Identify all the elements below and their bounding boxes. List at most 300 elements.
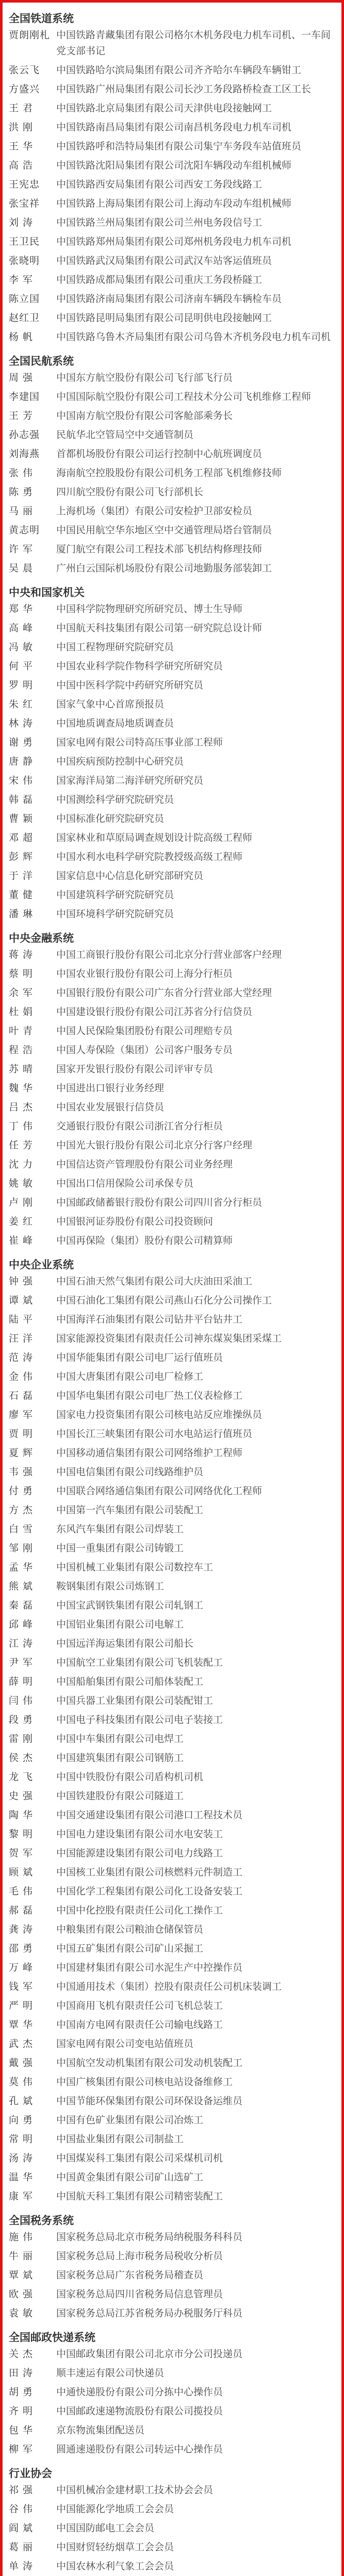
list-item bbox=[9, 2422, 334, 2438]
honoree-name: 朱 红 bbox=[9, 699, 34, 710]
list-item bbox=[9, 446, 334, 462]
honoree-affiliation: 中国商用飞机有限责任公司飞机总装工 bbox=[56, 2000, 223, 2011]
list-item bbox=[9, 792, 334, 808]
honoree-name: 尹 军 bbox=[9, 1657, 34, 1668]
list-item bbox=[9, 27, 334, 59]
honoree-name: 贾 明 bbox=[9, 1428, 34, 1439]
honoree-name: 张宝祥 bbox=[9, 198, 40, 209]
honoree-affiliation: 中国科学院物理研究所研究员、博士生导师 bbox=[56, 603, 243, 615]
list-item bbox=[9, 1080, 334, 1096]
list-item bbox=[9, 2286, 334, 2302]
honoree-name: 唐 静 bbox=[9, 756, 34, 767]
list-item bbox=[9, 2055, 334, 2071]
honoree-affiliation: 中国银河证券股份有限公司投资顾问 bbox=[56, 1216, 214, 1227]
list-item bbox=[9, 1369, 334, 1385]
section bbox=[9, 2326, 334, 2458]
honoree-affiliation: 中国东方航空股份有限公司飞行部飞行员 bbox=[56, 372, 233, 383]
list-item bbox=[9, 427, 334, 443]
honoree-name: 范 涛 bbox=[9, 1352, 34, 1363]
honoree-affiliation: 中国建材集团有限公司水泥生产中控操作员 bbox=[56, 1962, 243, 1973]
honoree-affiliation: 中国建设银行股份有限公司江苏省分行信贷员 bbox=[56, 1006, 253, 1018]
honoree-affiliation: 中国农业银行股份有限公司上海分行柜员 bbox=[56, 968, 233, 979]
honoree-affiliation: 中国铁路兰州局集团有限公司兰州电务段信号工 bbox=[56, 217, 263, 228]
honoree-affiliation: 中国国防邮电工会会员 bbox=[56, 2522, 155, 2534]
honoree-affiliation: 中国电信集团有限公司线路维护员 bbox=[56, 1466, 204, 1478]
honoree-name: 苏 晴 bbox=[9, 1063, 34, 1075]
honoree-name: 戴 强 bbox=[9, 2057, 34, 2069]
list-item bbox=[9, 1941, 334, 1957]
honoree-name: 金 伟 bbox=[9, 1371, 34, 1382]
list-item bbox=[9, 291, 334, 307]
list-item bbox=[9, 868, 334, 884]
honoree-name: 姚 敏 bbox=[9, 1178, 34, 1189]
honoree-name: 康 军 bbox=[9, 2191, 34, 2202]
honoree-name: 施 伟 bbox=[9, 2231, 34, 2243]
list-item bbox=[9, 1540, 334, 1556]
honoree-name: 龙 飞 bbox=[9, 1771, 34, 1783]
honoree-affiliation: 中国标准化研究院研究员 bbox=[56, 813, 165, 824]
list-item bbox=[9, 1769, 334, 1785]
list-item bbox=[9, 2131, 334, 2147]
list-item bbox=[9, 177, 334, 193]
list-item bbox=[9, 503, 334, 519]
honoree-affiliation: 中国联合网络通信集团有限公司网络优化工程师 bbox=[56, 1485, 263, 1497]
honoree-name: 彭 辉 bbox=[9, 851, 34, 862]
list-item bbox=[9, 1960, 334, 1976]
honoree-name: 高 浩 bbox=[9, 160, 34, 171]
section bbox=[9, 2209, 334, 2321]
list-item bbox=[9, 658, 334, 674]
honoree-affiliation: 中国移动通信集团有限公司网络维护工程师 bbox=[56, 1447, 243, 1459]
list-item bbox=[9, 1464, 334, 1480]
list-item bbox=[9, 1004, 334, 1020]
honoree-affiliation: 中国铁路成都局集团有限公司重庆工务段桥隧工 bbox=[56, 274, 263, 285]
list-item bbox=[9, 196, 334, 212]
honoree-affiliation: 中国航天科技集团有限公司第一研究院总设计师 bbox=[56, 622, 263, 634]
honor-list bbox=[9, 7, 334, 2576]
section-title: 全国邮政快递系统 bbox=[9, 2331, 95, 2344]
list-item bbox=[9, 1674, 334, 1690]
honoree-name: 廖 军 bbox=[9, 1409, 34, 1420]
honoree-affiliation: 中国华能集团有限公司电厂运行值班员 bbox=[56, 1352, 223, 1363]
honoree-name: 欧 强 bbox=[9, 2289, 34, 2300]
list-item bbox=[9, 947, 334, 963]
honoree-affiliation: 中国通用技术（集团）控股有限责任公司机床装调工 bbox=[56, 1981, 282, 1992]
section-title: 中央和国家机关 bbox=[9, 586, 85, 599]
honoree-name: 刘 涛 bbox=[9, 217, 34, 228]
honoree-affiliation: 国家开发银行股份有限公司评审专员 bbox=[56, 1063, 214, 1075]
honoree-name: 陈立国 bbox=[9, 293, 40, 304]
honoree-name: 阎 斌 bbox=[9, 2522, 34, 2534]
honoree-name: 付 勇 bbox=[9, 1485, 34, 1497]
list-item bbox=[9, 2036, 334, 2052]
honoree-affiliation: 中国农业发展银行信贷员 bbox=[56, 1101, 165, 1113]
list-item bbox=[9, 1826, 334, 1842]
honoree-name: 余 军 bbox=[9, 987, 34, 998]
honoree-name: 汪 洋 bbox=[9, 1333, 34, 1344]
honoree-affiliation: 中国航天科工集团有限公司精密装配工 bbox=[56, 2191, 223, 2202]
honoree-affiliation: 中国化学工程集团有限公司化工设备安装工 bbox=[56, 1886, 243, 1897]
honoree-affiliation: 中国黄金集团有限公司矿山选矿工 bbox=[56, 2172, 204, 2183]
honoree-affiliation: 中国中化控股有限责任公司化工操作工 bbox=[56, 1905, 223, 1916]
list-item bbox=[9, 2017, 334, 2033]
list-item bbox=[9, 1712, 334, 1728]
honoree-name: 江 涛 bbox=[9, 1638, 34, 1649]
honoree-affiliation: 圆通速递股份有限公司转运中心操作员 bbox=[56, 2444, 223, 2455]
honoree-affiliation: 中国铁路青藏集团有限公司格尔木机务段电力机车司机、一车间党支部书记 bbox=[56, 29, 331, 57]
honoree-name: 于 洋 bbox=[9, 870, 34, 882]
honoree-affiliation: 中国铁路南昌局集团有限公司南昌机务段电力机车司机 bbox=[56, 122, 292, 133]
honoree-name: 吕 杰 bbox=[9, 1101, 34, 1113]
section-title: 全国民航系统 bbox=[9, 355, 74, 367]
honoree-name: 赵红卫 bbox=[9, 312, 40, 324]
section-title: 中央金融系统 bbox=[9, 932, 74, 944]
honoree-name: 罗 明 bbox=[9, 680, 34, 691]
list-item bbox=[9, 1274, 334, 1290]
honoree-affiliation: 中国财贸轻纺烟草工会会员 bbox=[56, 2541, 174, 2553]
honoree-name: 陈 勇 bbox=[9, 486, 34, 498]
list-item bbox=[9, 716, 334, 732]
honoree-name: 宋 伟 bbox=[9, 775, 34, 786]
honoree-affiliation: 中国铁路哈尔滨局集团有限公司齐齐哈尔车辆段车辆钳工 bbox=[56, 64, 302, 76]
honoree-name: 薛 明 bbox=[9, 1676, 34, 1687]
honoree-affiliation: 上海机场（集团）有限公司安检护卫部安检员 bbox=[56, 505, 253, 517]
list-item bbox=[9, 139, 334, 155]
honoree-affiliation: 中国能源建设集团有限公司电力线路工 bbox=[56, 1848, 223, 1859]
list-item bbox=[9, 1922, 334, 1938]
list-item bbox=[9, 158, 334, 174]
list-item bbox=[9, 522, 334, 538]
list-item bbox=[9, 465, 334, 481]
honoree-name: 汤 涛 bbox=[9, 2153, 34, 2164]
section bbox=[9, 1253, 334, 2205]
honoree-affiliation: 中国交通建设集团有限公司港口工程技术员 bbox=[56, 1809, 243, 1821]
honoree-name: 邓 超 bbox=[9, 832, 34, 843]
honoree-name: 莫 伟 bbox=[9, 2076, 34, 2088]
honoree-name: 高 峰 bbox=[9, 622, 34, 634]
list-item bbox=[9, 1042, 334, 1058]
honoree-affiliation: 中国石油天然气集团有限公司大庆油田采油工 bbox=[56, 1276, 253, 1287]
list-item bbox=[9, 697, 334, 713]
honoree-affiliation: 中国出口信用保险公司承保专员 bbox=[56, 1178, 194, 1189]
honoree-name: 雷 刚 bbox=[9, 1733, 34, 1744]
list-item bbox=[9, 272, 334, 288]
honoree-name: 陆 平 bbox=[9, 1314, 34, 1325]
honoree-affiliation: 国家税务总局北京市税务局纳税服务科科员 bbox=[56, 2231, 243, 2243]
honoree-affiliation: 中国五矿集团有限公司矿山采掘工 bbox=[56, 1943, 204, 1954]
honoree-affiliation: 中国铁路济南局集团有限公司济南车辆段车辆检车员 bbox=[56, 293, 282, 304]
honoree-name: 向 勇 bbox=[9, 2114, 34, 2126]
list-item bbox=[9, 2112, 334, 2128]
honoree-name: 田 涛 bbox=[9, 2367, 34, 2379]
honoree-name: 王卫民 bbox=[9, 236, 40, 247]
honoree-affiliation: 中国农林水利气象工会会员 bbox=[56, 2561, 174, 2572]
section-title: 中央企业系统 bbox=[9, 1259, 74, 1271]
honoree-affiliation: 中国铁建股份有限公司隧道工 bbox=[56, 1790, 184, 1802]
honoree-affiliation: 鞍钢集团有限公司炼钢工 bbox=[56, 1581, 165, 1592]
honoree-affiliation: 中国民用航空华东地区空中交通管理局塔台管制员 bbox=[56, 524, 272, 536]
list-item bbox=[9, 1293, 334, 1309]
honoree-affiliation: 中粮集团有限公司粮油仓储保管员 bbox=[56, 1924, 204, 1935]
honoree-name: 王 芳 bbox=[9, 410, 34, 421]
list-item bbox=[9, 1099, 334, 1115]
honoree-name: 闫 伟 bbox=[9, 1695, 34, 1706]
honoree-name: 张晓明 bbox=[9, 255, 40, 266]
honoree-affiliation: 中国兵器工业集团有限公司装配钳工 bbox=[56, 1695, 214, 1706]
list-item bbox=[9, 2074, 334, 2090]
honoree-affiliation: 国家税务总局上海市税务局税收分析员 bbox=[56, 2250, 223, 2262]
list-item bbox=[9, 1845, 334, 1861]
list-item bbox=[9, 1998, 334, 2014]
honoree-name: 常 明 bbox=[9, 2133, 34, 2145]
honoree-affiliation: 中国长江三峡集团有限公司水电站运行值班员 bbox=[56, 1428, 253, 1439]
honoree-affiliation: 中国铁路昆明局集团有限公司昆明供电段接触网工 bbox=[56, 312, 272, 324]
honoree-affiliation: 京东物流集团配送员 bbox=[56, 2425, 145, 2436]
honoree-affiliation: 国家信息中心信息化研究部研究员 bbox=[56, 870, 204, 882]
honoree-name: 葛 丽 bbox=[9, 2541, 34, 2553]
honoree-affiliation: 国家电网有限公司变电站值班员 bbox=[56, 2038, 194, 2049]
honoree-affiliation: 中国能源化学地质工会会员 bbox=[56, 2503, 174, 2515]
honoree-name: 郑 华 bbox=[9, 603, 34, 615]
honoree-name: 马 丽 bbox=[9, 505, 34, 517]
honoree-affiliation: 国家林业和草原局调查规划设计院高级工程师 bbox=[56, 832, 253, 843]
honoree-affiliation: 中国人寿保险（集团）公司客户服务专员 bbox=[56, 1044, 233, 1056]
honoree-name: 蒋 涛 bbox=[9, 949, 34, 960]
honoree-affiliation: 中国疾病预防控制中心研究员 bbox=[56, 756, 184, 767]
honoree-affiliation: 首都机场股份有限公司运行控制中心航班调度员 bbox=[56, 448, 263, 460]
list-item bbox=[9, 215, 334, 231]
honoree-affiliation: 中通快递股份有限公司分拣中心操作员 bbox=[56, 2386, 223, 2398]
honoree-affiliation: 中国测绘科学研究院研究员 bbox=[56, 794, 174, 805]
list-item bbox=[9, 601, 334, 617]
list-item bbox=[9, 1388, 334, 1404]
honoree-affiliation: 中国石油化工集团有限公司燕山石化分公司操作工 bbox=[56, 1295, 272, 1306]
list-item bbox=[9, 2482, 334, 2498]
list-item bbox=[9, 1061, 334, 1077]
honoree-affiliation: 中国铁路广州局集团有限公司长沙工务段路桥检查工区工长 bbox=[56, 83, 312, 95]
honoree-name: 方 杰 bbox=[9, 1504, 34, 1516]
list-item bbox=[9, 1023, 334, 1039]
honoree-affiliation: 中国邮政集团有限公司北京市分公司投递员 bbox=[56, 2348, 243, 2360]
list-item bbox=[9, 1214, 334, 1230]
list-item bbox=[9, 1483, 334, 1499]
list-item bbox=[9, 1598, 334, 1614]
honoree-name: 侯 杰 bbox=[9, 1752, 34, 1764]
honoree-affiliation: 中国大唐集团有限公司电厂检修工 bbox=[56, 1371, 204, 1382]
list-item bbox=[9, 639, 334, 655]
list-item bbox=[9, 408, 334, 424]
honoree-affiliation: 中国铁路北京局集团有限公司天津供电段接触网工 bbox=[56, 103, 272, 114]
list-item bbox=[9, 1636, 334, 1652]
honoree-name: 白 雪 bbox=[9, 1523, 34, 1535]
list-item bbox=[9, 1655, 334, 1671]
honoree-affiliation: 中国铁路沈阳局集团有限公司沈阳车辆段动车组机械师 bbox=[56, 160, 292, 171]
honoree-name: 李建国 bbox=[9, 391, 40, 402]
honoree-affiliation: 中国工程物理研究院研究员 bbox=[56, 641, 174, 653]
honoree-name: 胡 勇 bbox=[9, 2386, 34, 2398]
honoree-affiliation: 民航华北空管局空中交通管制员 bbox=[56, 429, 194, 440]
honoree-name: 谢 勇 bbox=[9, 737, 34, 748]
honoree-affiliation: 中国有色矿业集团有限公司冶炼工 bbox=[56, 2114, 204, 2126]
list-item bbox=[9, 1693, 334, 1709]
honoree-affiliation: 厦门航空有限公司工程技术部飞机结构修理技师 bbox=[56, 544, 263, 555]
honoree-affiliation: 中国铁路上海局集团有限公司上海动车段动车组机械师 bbox=[56, 198, 292, 209]
list-item bbox=[9, 1979, 334, 1995]
honoree-name: 柳 军 bbox=[9, 2444, 34, 2455]
honoree-name: 钟 强 bbox=[9, 1276, 34, 1287]
list-item bbox=[9, 811, 334, 827]
honoree-affiliation: 中国广核集团有限公司核电站设备维修工 bbox=[56, 2076, 233, 2088]
list-item bbox=[9, 1138, 334, 1154]
honoree-affiliation: 中国中医科学院中药研究所研究员 bbox=[56, 680, 204, 691]
list-item bbox=[9, 1788, 334, 1804]
list-item bbox=[9, 2539, 334, 2555]
list-item bbox=[9, 1407, 334, 1423]
list-item bbox=[9, 1884, 334, 1900]
honoree-affiliation: 中国水利水电科学研究院教授级高级工程师 bbox=[56, 851, 243, 862]
list-item bbox=[9, 100, 334, 116]
honoree-name: 贺 军 bbox=[9, 1848, 34, 1859]
honoree-name: 叶 青 bbox=[9, 1025, 34, 1037]
honoree-affiliation: 东风汽车集团有限公司焊装工 bbox=[56, 1523, 184, 1535]
list-item bbox=[9, 830, 334, 846]
list-item bbox=[9, 62, 334, 78]
honoree-name: 王 华 bbox=[9, 141, 34, 152]
section bbox=[9, 581, 334, 922]
honoree-name: 温 华 bbox=[9, 2172, 34, 2183]
list-item bbox=[9, 1445, 334, 1461]
honoree-affiliation: 中国海洋石油集团有限公司钻井平台钻井工 bbox=[56, 1314, 243, 1325]
honoree-name: 董 健 bbox=[9, 889, 34, 901]
list-item bbox=[9, 966, 334, 982]
honoree-affiliation: 中国节能环保集团有限公司环保设备运维员 bbox=[56, 2095, 243, 2107]
honoree-name: 覃 华 bbox=[9, 2019, 34, 2030]
honoree-name: 卢 刚 bbox=[9, 1197, 34, 1208]
list-item bbox=[9, 887, 334, 903]
honoree-affiliation: 中国船舶集团有限公司船体装配工 bbox=[56, 1676, 204, 1687]
section bbox=[9, 349, 334, 577]
list-item bbox=[9, 1426, 334, 1442]
list-item bbox=[9, 677, 334, 693]
list-item bbox=[9, 1502, 334, 1518]
honoree-affiliation: 国家能源投资集团有限责任公司神东煤炭集团采煤工 bbox=[56, 1333, 282, 1344]
honoree-name: 冯 敏 bbox=[9, 641, 34, 653]
list-item bbox=[9, 2346, 334, 2362]
honoree-affiliation: 国家海洋局第二海洋研究所研究员 bbox=[56, 775, 204, 786]
section-title: 行业协会 bbox=[9, 2467, 52, 2480]
honoree-name: 吴 晨 bbox=[9, 563, 34, 574]
honoree-affiliation: 中国环境科学研究院研究员 bbox=[56, 908, 174, 920]
honoree-name: 顾 斌 bbox=[9, 1867, 34, 1878]
honoree-affiliation: 中国国际航空股份有限公司工程技术分公司飞机维修工程师 bbox=[56, 391, 312, 402]
honoree-name: 谭 斌 bbox=[9, 1295, 34, 1306]
honoree-affiliation: 国家电力投资集团有限公司核电站反应堆操纵员 bbox=[56, 1409, 263, 1420]
honoree-affiliation: 国家气象中心首席预报员 bbox=[56, 699, 165, 710]
honoree-name: 潘 琳 bbox=[9, 908, 34, 920]
list-item bbox=[9, 329, 334, 345]
honoree-name: 姜 红 bbox=[9, 1216, 34, 1227]
list-item bbox=[9, 1157, 334, 1173]
honoree-affiliation: 中国铝业集团有限公司电解工 bbox=[56, 1619, 184, 1630]
honoree-name: 何 平 bbox=[9, 660, 34, 672]
list-item bbox=[9, 1331, 334, 1347]
honoree-affiliation: 海南航空控股股份有限公司机务工程部飞机维修技师 bbox=[56, 467, 282, 479]
list-item bbox=[9, 1312, 334, 1328]
honoree-name: 丁 伟 bbox=[9, 1121, 34, 1132]
honoree-affiliation: 中国煤炭科工集团有限公司采煤机司机 bbox=[56, 2153, 223, 2164]
honoree-name: 孟 华 bbox=[9, 1562, 34, 1573]
list-item bbox=[9, 2520, 334, 2536]
honoree-affiliation: 中国邮政储蓄银行股份有限公司四川省分行柜员 bbox=[56, 1197, 263, 1208]
honoree-affiliation: 中国电力建设集团有限公司水电安装工 bbox=[56, 1828, 223, 1840]
honoree-name: 王宪忠 bbox=[9, 179, 40, 190]
honoree-name: 史 强 bbox=[9, 1790, 34, 1802]
honoree-name: 邹 刚 bbox=[9, 1543, 34, 1554]
list-item bbox=[9, 1617, 334, 1633]
honoree-name: 严 明 bbox=[9, 2000, 34, 2011]
honoree-affiliation: 中国农业科学院作物科学研究所研究员 bbox=[56, 660, 223, 672]
list-item bbox=[9, 1233, 334, 1249]
honoree-affiliation: 中国第一汽车集团有限公司装配工 bbox=[56, 1504, 204, 1516]
list-item bbox=[9, 2189, 334, 2205]
list-item bbox=[9, 1579, 334, 1595]
honoree-name: 沈 力 bbox=[9, 1159, 34, 1170]
list-item bbox=[9, 906, 334, 922]
honoree-name: 李 军 bbox=[9, 274, 34, 285]
section-title: 全国税务系统 bbox=[9, 2214, 74, 2227]
list-item bbox=[9, 1903, 334, 1919]
list-item bbox=[9, 849, 334, 865]
section bbox=[9, 7, 334, 345]
list-item bbox=[9, 1195, 334, 1211]
list-item bbox=[9, 561, 334, 577]
section bbox=[9, 926, 334, 1249]
list-item bbox=[9, 2248, 334, 2264]
honoree-name: 毛 伟 bbox=[9, 1886, 34, 1897]
honoree-name: 龚 涛 bbox=[9, 1924, 34, 1935]
list-item bbox=[9, 1731, 334, 1747]
list-item bbox=[9, 120, 334, 135]
section-title: 全国铁道系统 bbox=[9, 12, 74, 25]
list-item bbox=[9, 1865, 334, 1880]
honoree-affiliation: 国家税务总局广东省税务局稽查员 bbox=[56, 2269, 204, 2281]
honoree-affiliation: 中国建筑科学研究院研究员 bbox=[56, 889, 174, 901]
honoree-name: 蔡 明 bbox=[9, 968, 34, 979]
honoree-name: 段 勇 bbox=[9, 1714, 34, 1725]
honoree-name: 牛 丽 bbox=[9, 2250, 34, 2262]
honoree-affiliation: 中国航空发动机集团有限公司发动机装配工 bbox=[56, 2057, 243, 2069]
list-item bbox=[9, 1176, 334, 1192]
honoree-affiliation: 顺丰速运有限公司快递员 bbox=[56, 2367, 165, 2379]
honoree-name: 祁 强 bbox=[9, 2484, 34, 2496]
honoree-name: 石 磊 bbox=[9, 1390, 34, 1401]
list-item bbox=[9, 2150, 334, 2166]
honoree-name: 郝 磊 bbox=[9, 1905, 34, 1916]
honoree-name: 杨 帆 bbox=[9, 331, 34, 343]
honoree-affiliation: 中国机械工业集团有限公司数控车工 bbox=[56, 1562, 214, 1573]
honoree-affiliation: 中国一重集团有限公司铸锻工 bbox=[56, 1543, 184, 1554]
honoree-name: 袁 敏 bbox=[9, 2308, 34, 2319]
honoree-affiliation: 中国电子科技集团有限公司电子装接工 bbox=[56, 1714, 223, 1725]
honoree-name: 杜 娟 bbox=[9, 1006, 34, 1018]
list-item bbox=[9, 389, 334, 405]
honoree-affiliation: 中国工商银行股份有限公司北京分行营业部客户经理 bbox=[56, 949, 282, 960]
list-item bbox=[9, 1750, 334, 1766]
honoree-name: 邵 勇 bbox=[9, 1943, 34, 1954]
list-item bbox=[9, 1118, 334, 1134]
honoree-affiliation: 中国银行股份有限公司广东省分行营业部大堂经理 bbox=[56, 987, 272, 998]
honoree-name: 程 浩 bbox=[9, 1044, 34, 1056]
